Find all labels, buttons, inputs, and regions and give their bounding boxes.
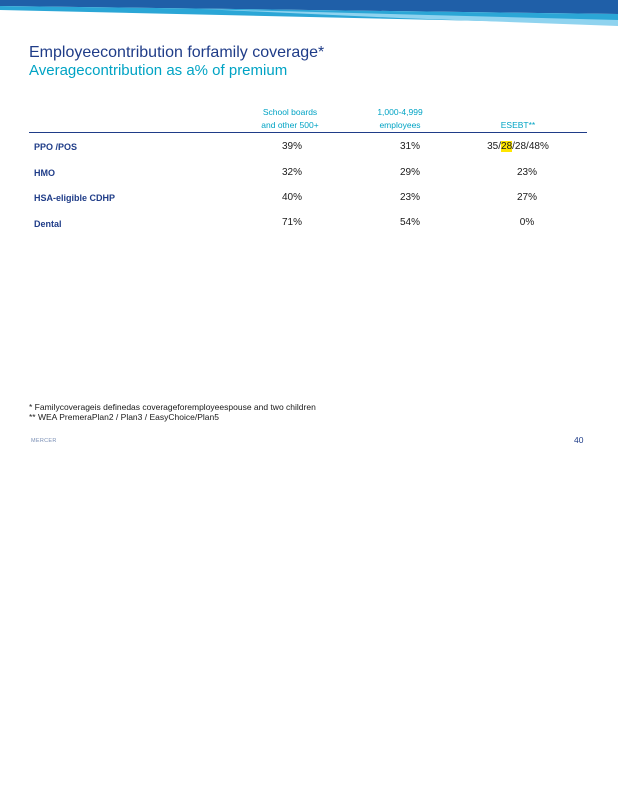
row-label-dental: Dental — [34, 219, 62, 229]
row-label-ppo-pos: PPO /POS — [34, 142, 78, 152]
highlighted-value: 28 — [501, 141, 513, 152]
col-header-school-boards: School boards and other 500+ — [261, 107, 319, 130]
cell-dental-esebt: 0% — [519, 217, 535, 228]
cell-ppo-esebt: 35/28/28/48% — [487, 141, 549, 152]
footnote-wea-plans: ** WEA PremeraPlan2 / Plan3 / EasyChoice/Plan5 — [29, 412, 219, 422]
cell-hsa-school: 40% — [281, 192, 302, 203]
col-header-esebt: ESEBT** — [500, 120, 536, 130]
col-header-employees: 1,000-4,999 employees — [377, 107, 423, 130]
page-subtitle: Averagecontribution as a% of premium — [29, 62, 288, 79]
cell-hmo-employees: 29% — [399, 167, 420, 178]
cell-hsa-esebt: 27% — [516, 192, 537, 203]
footnote-family-coverage: * Familycoverageis definedas coverageforemployeespouse and two children — [29, 402, 316, 412]
header-banner — [0, 0, 618, 26]
cell-dental-employees: 54% — [399, 217, 420, 228]
cell-hmo-esebt: 23% — [516, 167, 537, 178]
cell-ppo-school: 39% — [281, 141, 302, 152]
brand-logo-text: MERCER — [31, 438, 57, 444]
cell-hmo-school: 32% — [281, 167, 302, 178]
cell-ppo-employees: 31% — [399, 141, 420, 152]
page-number: 40 — [574, 435, 584, 445]
row-label-hsa-cdhp: HSA-eligible CDHP — [34, 193, 116, 203]
page-title: Employeecontribution forfamily coverage* — [29, 44, 325, 61]
cell-dental-school: 71% — [281, 217, 302, 228]
row-label-hmo: HMO — [34, 168, 55, 178]
header-rule — [29, 132, 587, 133]
cell-hsa-employees: 23% — [399, 192, 420, 203]
